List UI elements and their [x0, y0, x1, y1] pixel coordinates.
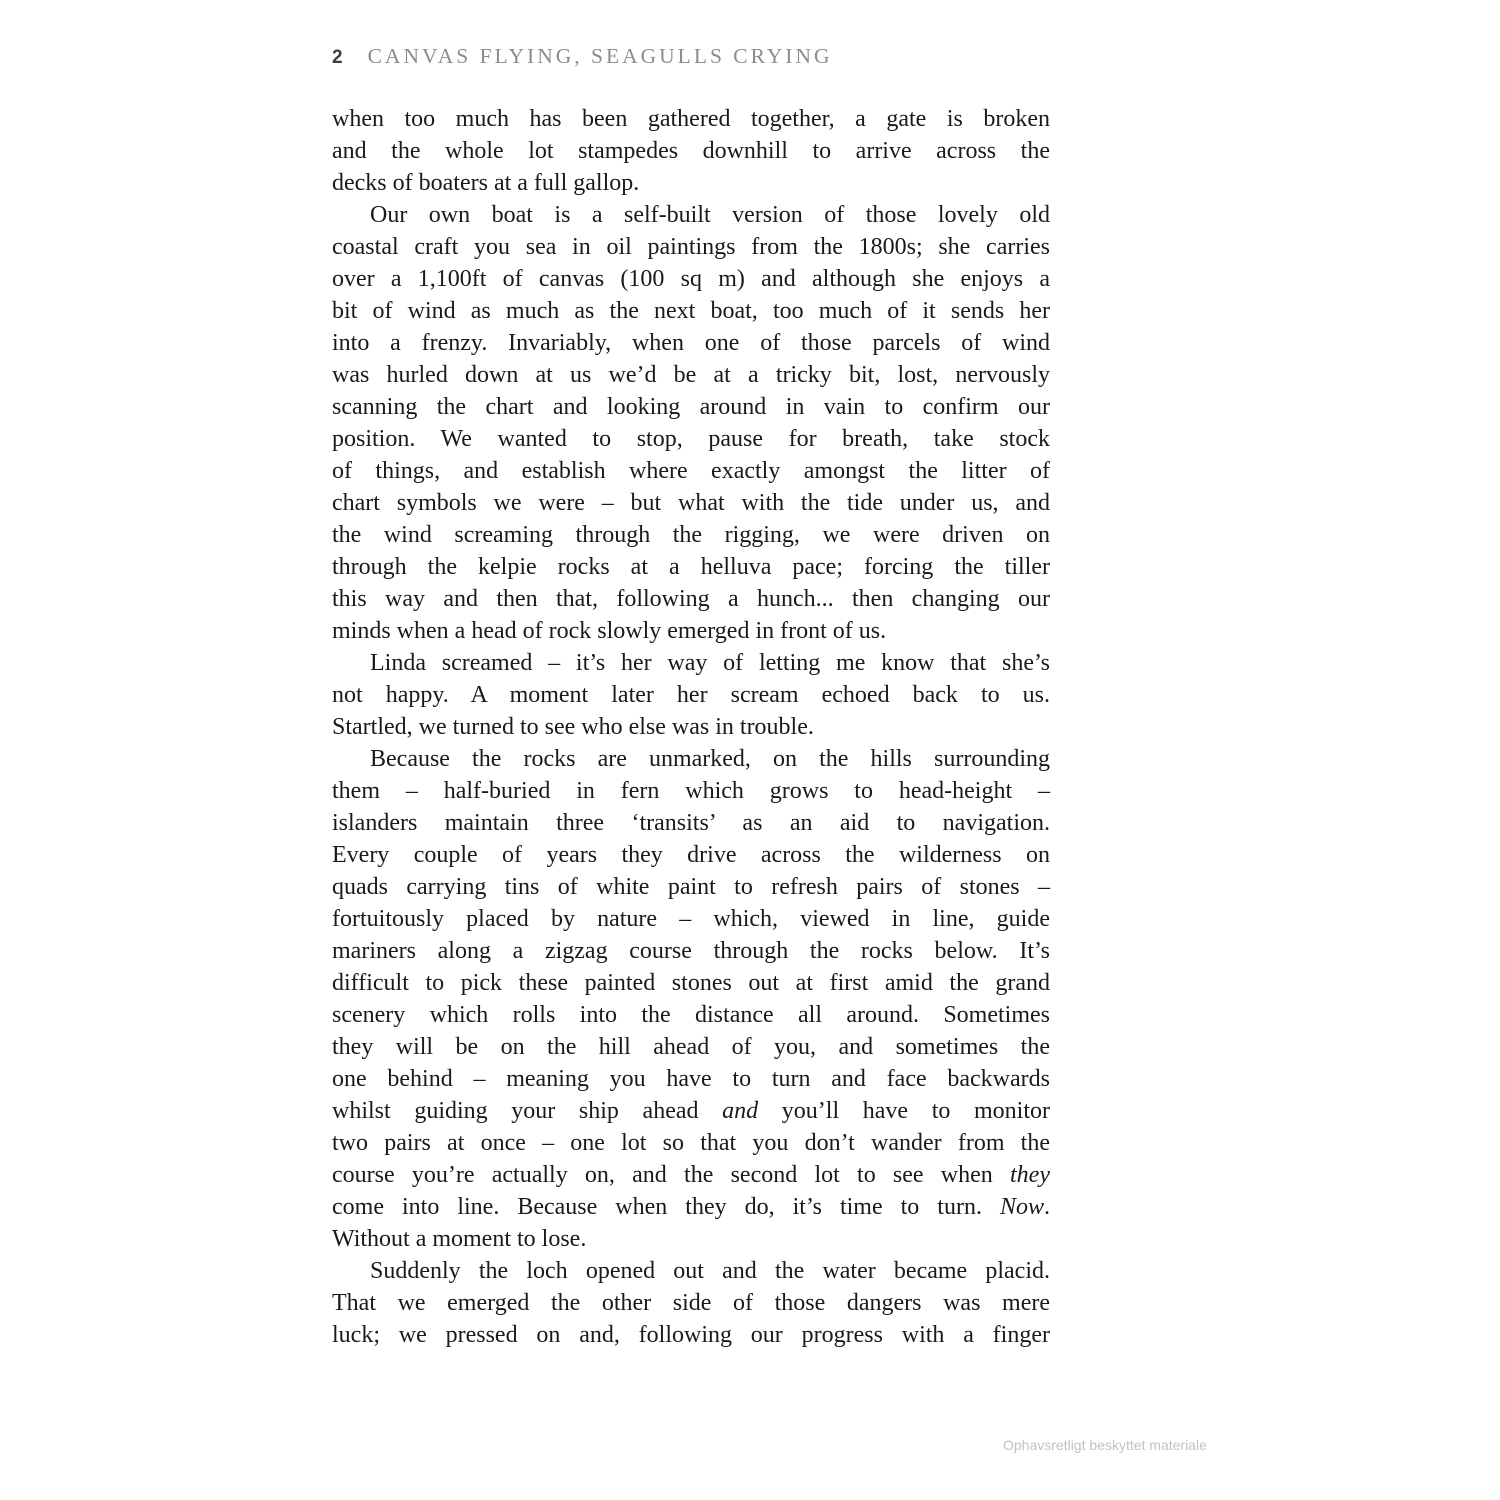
text-line: into a frenzy. Invariably, when one of those parcels of wind: [332, 330, 1050, 356]
italic-text: and: [722, 1098, 759, 1124]
text-line: mariners along a zigzag course through the rocks below. It’s: [332, 938, 1050, 964]
running-head-title: CANVAS FLYING, SEAGULLS CRYING: [367, 44, 833, 68]
text-line: was hurled down at us we’d be at a tricky bit, lost, nervously: [332, 362, 1050, 388]
text-line: Startled, we turned to see who else was in trouble.: [332, 714, 814, 740]
text-line: and the whole lot stampedes downhill to arrive across the: [332, 138, 1050, 164]
paragraph: [332, 103, 1050, 199]
copyright-notice: Ophavsretligt beskyttet materiale: [1003, 1437, 1207, 1453]
text-line: minds when a head of rock slowly emerged in front of us.: [332, 618, 887, 644]
paragraph: [332, 647, 1050, 743]
text-line: scenery which rolls into the distance all around. Sometimes: [332, 1002, 1050, 1028]
text-line: luck; we pressed on and, following our progress with a finger: [332, 1322, 1050, 1348]
text-line: fortuitously placed by nature – which, viewed in line, guide: [332, 906, 1050, 932]
text-line: islanders maintain three ‘transits’ as an aid to navigation.: [332, 810, 1050, 836]
text-line: chart symbols we were – but what with the tide under us, and: [332, 490, 1050, 516]
text-line: them – half-buried in fern which grows to head-height –: [332, 778, 1050, 804]
body-text: [332, 103, 1050, 1351]
text-line: when too much has been gathered together, a gate is broken: [332, 106, 1050, 132]
text-line: That we emerged the other side of those dangers was mere: [332, 1290, 1050, 1316]
text-line: difficult to pick these painted stones out at first amid the grand: [332, 970, 1050, 996]
text-line: position. We wanted to stop, pause for breath, take stock: [332, 426, 1050, 452]
text-line: over a 1,100ft of canvas (100 sq m) and although she enjoys a: [332, 266, 1050, 292]
paragraph: [332, 199, 1050, 647]
italic-text: Now: [999, 1194, 1044, 1220]
text-line: through the kelpie rocks at a helluva pace; forcing the tiller: [332, 554, 1050, 580]
text-line: whilst guiding your ship ahead and you’ll have to monitor: [332, 1098, 1051, 1124]
text-line: coastal craft you sea in oil paintings from the 1800s; she carries: [332, 234, 1050, 260]
text-line: quads carrying tins of white paint to refresh pairs of stones –: [332, 874, 1050, 900]
text-line: course you’re actually on, and the second lot to see when they: [332, 1162, 1050, 1188]
text-line: decks of boaters at a full gallop.: [332, 170, 640, 196]
text-line: scanning the chart and looking around in vain to confirm our: [332, 394, 1050, 420]
text-line: of things, and establish where exactly amongst the litter of: [332, 458, 1050, 484]
running-header: [332, 44, 833, 69]
text-line: come into line. Because when they do, it’s time to turn. Now.: [332, 1194, 1050, 1220]
paragraph: [332, 743, 1050, 1255]
text-line: not happy. A moment later her scream echoed back to us.: [332, 682, 1050, 708]
page-number: 2: [332, 47, 343, 68]
text-line: the wind screaming through the rigging, we were driven on: [332, 522, 1050, 548]
text-line: Without a moment to lose.: [332, 1226, 587, 1252]
text-line: two pairs at once – one lot so that you don’t wander from the: [332, 1130, 1050, 1156]
text-line: Our own boat is a self-built version of those lovely old: [370, 202, 1050, 228]
text-line: Because the rocks are unmarked, on the hills surrounding: [370, 746, 1050, 772]
text-line: they will be on the hill ahead of you, and sometimes the: [332, 1034, 1050, 1060]
paragraph: [332, 1255, 1050, 1351]
italic-text: they: [1010, 1162, 1050, 1188]
text-line: Suddenly the loch opened out and the water became placid.: [370, 1258, 1050, 1284]
text-line: one behind – meaning you have to turn and face backwards: [332, 1066, 1050, 1092]
text-line: bit of wind as much as the next boat, too much of it sends her: [332, 298, 1050, 324]
text-line: Linda screamed – it’s her way of letting me know that she’s: [370, 650, 1050, 676]
text-line: Every couple of years they drive across the wilderness on: [332, 842, 1050, 868]
text-line: this way and then that, following a hunch... then changing our: [332, 586, 1050, 612]
